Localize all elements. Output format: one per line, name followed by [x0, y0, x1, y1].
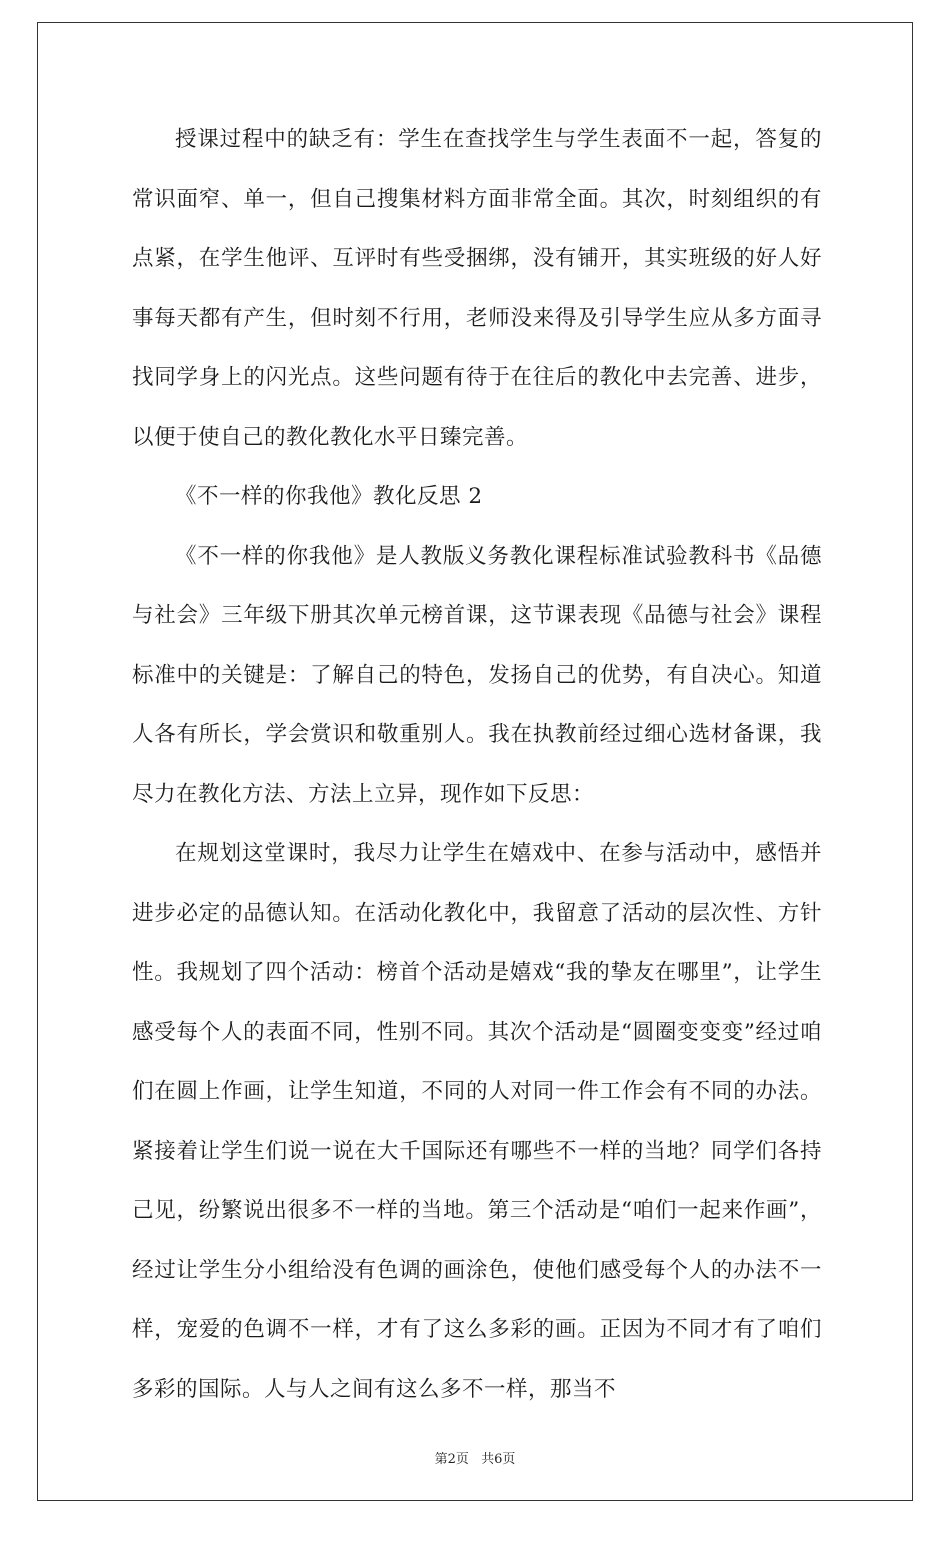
paragraph-3: 在规划这堂课时，我尽力让学生在嬉戏中、在参与活动中，感悟并进步必定的品德认知。在活动化教化中，我留意了活动的层次性、方针性。我规划了四个活动：榜首个活动是嬉戏“我的挚友在哪里”，让学生感受每个人的表面不同，性别不同。其次个活动是“圆圈变变变”经过咱们在圆上作画，让学生知道，不同的人对同一件工作会有不同的办法。紧接着让学生们说一说在大千国际还有哪些不一样的当地？同学们各持己见，纷繁说出很多不一样的当地。第三个活动是“咱们一起来作画”，经过让学生分小组给没有色调的画涂色，使他们感受每个人的办法不一样，宠爱的色调不一样，才有了这么多彩的画。正因为不同才有了咱们多彩的国际。人与人之间有这么多不一样，那当不	[132, 841, 822, 1402]
page-footer	[0, 1448, 950, 1467]
paragraph-1: 授课过程中的缺乏有：学生在查找学生与学生表面不一起，答复的常识面窄、单一，但自己搜集材料方面非常全面。其次，时刻组织的有点紧，在学生他评、互评时有些受捆绑，没有铺开，其实班级的好人好事每天都有产生，但时刻不行用，老师没来得及引导学生应从多方面寻找同学身上的闪光点。这些问题有待于在往后的教化中去完善、进步，以便于使自己的教化教化水平日臻完善。	[132, 127, 822, 450]
document-body	[132, 110, 822, 1419]
page-number: 第2页	[434, 1452, 469, 1467]
page-total: 共6页	[481, 1452, 516, 1467]
paragraph-2: 《不一样的你我他》是人教版义务教化课程标准试验教科书《品德与社会》三年级下册其次单元榜首课，这节课表现《品德与社会》课程标准中的关键是：了解自己的特色，发扬自己的优势，有自决心。知道人各有所长，学会赏识和敬重别人。我在执教前经过细心选材备课，我尽力在教化方法、方法上立异，现作如下反思：	[132, 543, 822, 807]
section-heading: 《不一样的你我他》教化反思 2	[175, 484, 483, 509]
